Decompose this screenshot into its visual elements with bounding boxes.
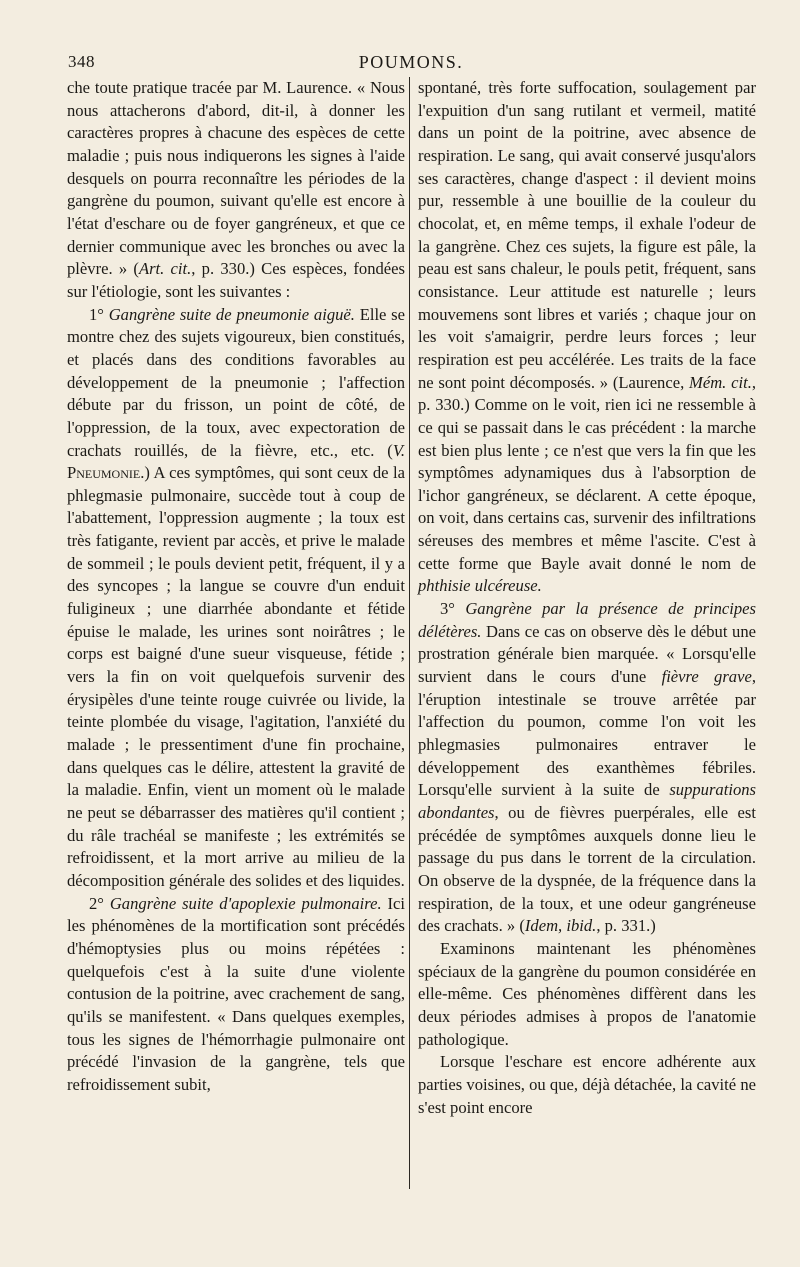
section-3-deleterious: 3° Gangrène par la présence de principes délétères. Dans ce cas on observe dès le début une prostration générale bien marquée. « Lorsqu'elle survient dans le cours d'une fièvre grave, l'éruption intestinale se trouve arrêtée par l'affection du poumon, comme l'on voit les phlegmasies pulmonaires entraver le développement des exanthèmes fébriles. Lorsqu'elle survient à la suite de suppurations abondantes, ou de fièvres puerpérales, elle est précédée de symptômes auxquels donne lieu le passage du pus dans le torrent de la circulation. On observe de la dyspnée, de la fréquence dans la respiration, de la toux, et une odeur gangréneuse des crachats. » (Idem, ibid., p. 331.) xyxy=(418,599,756,936)
cross-reference: Pneumonie xyxy=(67,463,141,483)
section-2-apoplexy: 2° Gangrène suite d'apoplexie pulmonaire. Ici les phénomènes de la mortification sont précédés d'hémoptysies plus ou moins répétées : quelquefois c'est à la suite d'une violente contusion de la poitrine, avec crachement de sang, qu'ils se manifestent. « Dans quelques exemples, tous les signes de l'hémorrhagie pulmonaire ont précédé l'invasion de la gangrène, tels que refroidissement subit, xyxy=(67,893,405,1094)
term: suppurations abondantes xyxy=(418,780,756,822)
left-column xyxy=(67,77,405,1097)
section-title: Gangrène suite de pneumonie aiguë. xyxy=(108,304,355,324)
right-column xyxy=(418,77,756,1119)
citation: Mém. cit. xyxy=(689,372,752,392)
paragraph-continuation: spontané, très forte suffocation, soulagement par l'expuition d'un sang rutilant et vermeil, matité dans un point de la poitrine, avec absence de respiration. Le sang, qui avait conservé jusqu'alors ses caractères, change d'aspect : il devient moins pur, ressemble à une bouillie de la couleur du chocolat, et, en même temps, il exhale l'odeur de la gangrène. Chez ces sujets, la figure est pâle, la peau est sans chaleur, le pouls petit, fréquent, sans consistance. Leur attitude est naturelle ; leurs mouvemens sont libres et variés ; chaque jour on les voit s'amaigrir, perdre leurs forces ; leur respiration est peu accélérée. Les traits de la face ne sont point décomposés. » (Laurence, Mém. cit., p. 330.) Comme on le voit, rien ici ne ressemble à ce qui se passait dans le cas précédent : la marche est bien plus lente ; ce n'est que vers la fin que les symptômes adynamiques dus à l'absorption de l'ichor gangréneux, se déclarent. A cette époque, on voit, dans certains cas, survenir des infiltrations séreuses des membres et même l'ascite. C'est à cette forme que Bayle avait donné le nom de phthisie ulcéreuse. xyxy=(418,78,756,596)
citation: Idem, ibid. xyxy=(524,916,597,936)
section-title: Gangrène par la présence de principes délétères. xyxy=(418,599,756,641)
section-1-pneumonia: 1° Gangrène suite de pneumonie aiguë. Elle se montre chez des sujets vigoureux, bien constitués, et placés dans des conditions favorables au développement de la pneumonie ; l'affection débute par du frisson, un point de côté, de l'oppression, de la toux, avec expectoration de crachats rouillés, de la fièvre, etc., etc. (V. Pneumonie.) A ces symptômes, qui sont ceux de la phlegmasie pulmonaire, succède tout à coup de l'abattement, l'oppression augmente ; la toux est très fatigante, revient par accès, et prive le malade de sommeil ; le pouls devient petit, fréquent, il y a des syncopes ; la langue se couvre d'un enduit fuligineux ; une diarrhée abondante et fétide épuise le malade, les urines sont noirâtres ; le corps est baigné d'une sueur visqueuse, fétide ; vers la fin on voit quelquefois survenir des érysipèles d'une teinte rouge cuivrée ou livide, la teinte plombée du visage, l'agitation, l'anxiété du malade ; le pressentiment d'une fin prochaine, dans quelques cas le délire, attestent la gravité de la maladie. Enfin, vient un moment où le malade ne peut se débarrasser des matières qu'il contient ; du râle trachéal se manifeste ; les extrémités se refroidissent, et la mort arrive au milieu de la décomposition générale des solides et des liquides. xyxy=(67,304,406,890)
page-header xyxy=(66,52,756,78)
page-number: 348 xyxy=(68,52,95,71)
term: phthisie ulcéreuse. xyxy=(418,576,542,596)
section-title: Gangrène suite d'apoplexie pulmonaire. xyxy=(109,893,382,913)
section-number: 2° xyxy=(89,893,110,913)
citation: Art. cit. xyxy=(138,259,192,279)
section-number: 1° xyxy=(89,304,109,324)
paragraph-examination: Examinons maintenant les phénomènes spéciaux de la gangrène du poumon considérée en elle-même. Ces phénomènes diffèrent dans les deux périodes admises à propos de l'anatomie pathologique. xyxy=(418,938,756,1049)
section-number: 3° xyxy=(440,599,466,619)
running-title: POUMONS. xyxy=(358,52,464,72)
term: fièvre grave xyxy=(661,667,752,687)
see-reference: V. xyxy=(392,440,405,460)
paragraph-intro: che toute pratique tracée par M. Laurence. « Nous nous attacherons d'abord, dit-il, à donner les caractères propres à chacune des espèces de cette maladie ; puis nous indiquerons les signes à l'aide desquels on pourra reconnaître les périodes de la gangrène du poumon, suivant qu'elle est encore à l'état d'eschare ou de foyer gangréneux, et que ce dernier communique avec les bronches ou avec la plèvre. » (Art. cit., p. 330.) Ces espèces, fondées sur l'étiologie, sont les suivantes : xyxy=(67,78,405,301)
paragraph-eschar: Lorsque l'eschare est encore adhérente aux parties voisines, ou que, déjà détachée, la cavité ne s'est point encore xyxy=(418,1052,756,1117)
column-divider xyxy=(409,77,410,1189)
